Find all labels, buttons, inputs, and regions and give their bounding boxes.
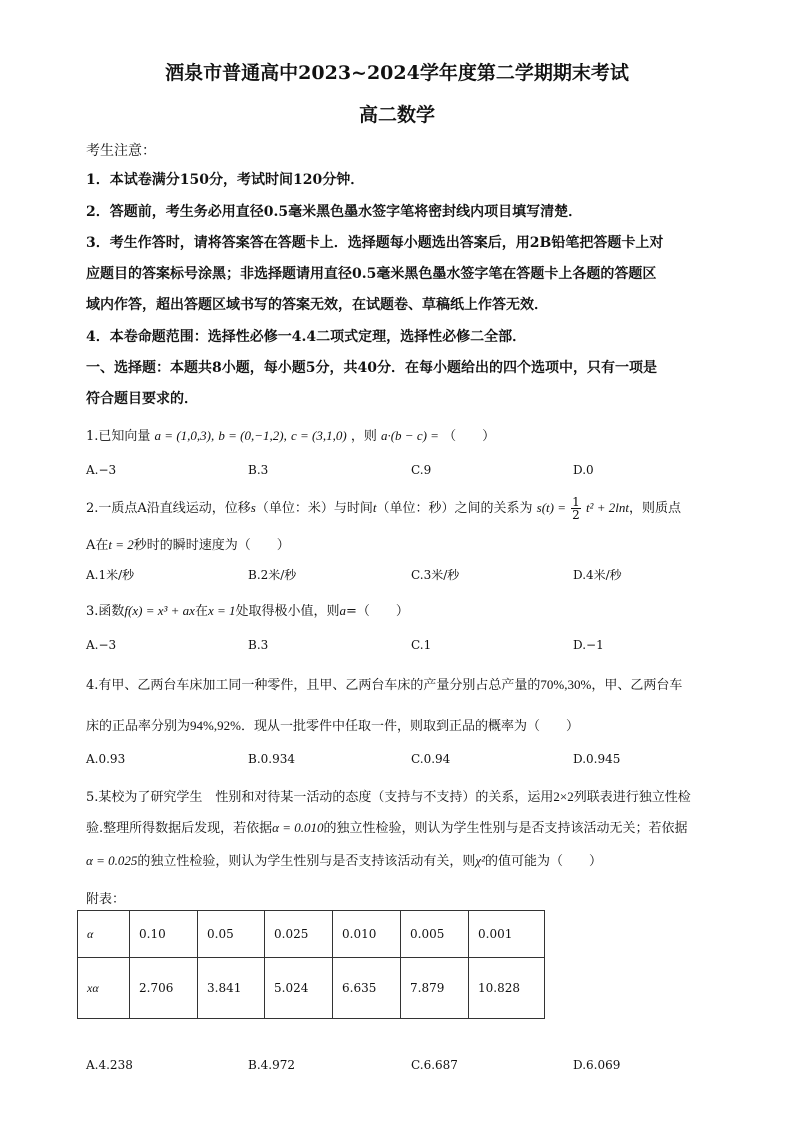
question-4-cont (86, 715, 579, 734)
q4-option-a: A.0.93 (86, 752, 126, 766)
q2-line2-pre: A在 (86, 538, 109, 553)
q5-option-a: A.4.238 (86, 1058, 133, 1072)
table-cell: 3.841 (198, 958, 265, 1019)
question-4 (86, 674, 682, 693)
q4-text-3: 床的正品率分别为 (86, 719, 191, 734)
table-cell: 10.828 (469, 958, 545, 1019)
notice-heading: 考生注意： (86, 143, 156, 159)
q1-expression: a·(b − c) = (380, 428, 439, 443)
q2-formula-left: s(t) = (536, 500, 567, 515)
attach-label: 附表： (86, 892, 126, 907)
q5-option-d: D.6.069 (573, 1058, 621, 1072)
question-2-cont (86, 534, 290, 553)
q2-option-a: A.1米/秒 (86, 568, 135, 582)
q2-var-s: s (250, 500, 256, 515)
notice-item-3: 3．考生作答时，请将答案答在答题卡上．选择题每小题选出答案后，用2B铅笔把答题卡上对 (86, 235, 664, 251)
q2-option-c: C.3米/秒 (411, 568, 460, 582)
q1-paren: （ ） (443, 429, 496, 444)
q5-chi-square: χ² (475, 853, 485, 868)
q4-percent-1: 70%,30% (540, 677, 592, 692)
q2-formula-right: t² + 2lnt (585, 500, 629, 515)
q1-vector-b: b = (0,−1,2), (218, 428, 287, 443)
table-row (78, 911, 545, 958)
q2-frac-den: 2 (572, 508, 580, 522)
q3-option-d: D.−1 (573, 638, 604, 652)
q3-text-2: 在 (194, 604, 208, 619)
q2-line2-post: 秒时的瞬时速度为（ ） (133, 538, 290, 553)
q3-point: x = 1 (207, 603, 236, 618)
question-3 (86, 600, 409, 619)
q3-option-a: A.−3 (86, 638, 117, 652)
table-row (78, 958, 545, 1019)
q2-text-4: ，则质点 (628, 501, 681, 516)
table-cell: 2.706 (130, 958, 198, 1019)
q4-option-b: B.0.934 (248, 752, 295, 766)
q5-alpha-2: α = 0.025 (86, 853, 138, 868)
exam-title: 酒泉市普通高中2023~2024学年度第二学期期末考试 (165, 62, 629, 84)
table-cell: 0.001 (469, 911, 545, 958)
q2-option-b: B.2米/秒 (248, 568, 297, 582)
q5-text-3: 验.整理所得数据后发现，若依据 (86, 821, 273, 836)
notice-item-3-cont: 应题目的答案标号涂黑；非选择题请用直径0.5毫米黑色墨水签字笔在答题卡上各题的答题区 (86, 266, 657, 282)
table-cell: 5.024 (265, 958, 333, 1019)
notice-item-3-cont2: 域内作答，超出答题区域书写的答案无效，在试题卷、草稿纸上作答无效． (86, 297, 548, 313)
table-cell: 0.010 (333, 911, 401, 958)
q2-fraction (571, 496, 581, 521)
q4-option-d: D.0.945 (573, 752, 621, 766)
q3-text-4: =（ ） (346, 604, 409, 619)
q4-text-4: ．现从一批零件中任取一件，则取到正品的概率为（ ） (240, 719, 579, 734)
q3-function: f(x) = x³ + ax (124, 603, 195, 618)
table-cell: 0.05 (198, 911, 265, 958)
q4-text-1: 4.有甲、乙两台车床加工同一种零件，且甲、乙两台车床的产量分别占总产量的 (86, 678, 541, 693)
q5-option-c: C.6.687 (411, 1058, 458, 1072)
q5-text-6: 的值可能为（ ） (485, 854, 603, 869)
q4-text-2: ，甲、乙两台车 (591, 678, 683, 693)
q5-text-2: 列联表进行独立性检 (573, 790, 691, 805)
section-heading-cont: 符合题目要求的． (86, 391, 198, 407)
q3-text-3: 处取得极小值，则 (235, 604, 340, 619)
q2-option-d: D.4米/秒 (573, 568, 622, 582)
q3-option-c: C.1 (411, 638, 432, 652)
q5-text-1: 5.某校为了研究学生 性别和对待某一活动的态度（支持与不支持）的关系，运用 (86, 790, 554, 805)
q1-prefix: 1.已知向量 (86, 429, 151, 444)
q1-option-a: A.−3 (86, 463, 117, 477)
table-cell: xα (78, 958, 130, 1019)
section-heading: 一、选择题：本题共8小题，每小题5分，共40分．在每小题给出的四个选项中，只有一项是 (86, 360, 657, 376)
q3-text-1: 3.函数 (86, 604, 125, 619)
q2-frac-num: 1 (572, 495, 580, 509)
table-cell: 0.005 (401, 911, 469, 958)
exam-subject: 高二数学 (358, 104, 435, 126)
notice-item-2: 2．答题前，考生务必用直径0.5毫米黑色墨水签字笔将密封线内项目填写清楚． (86, 204, 583, 220)
q1-vector-a: a = (1,0,3), (154, 428, 215, 443)
q5-text-5: 的独立性检验，则认为学生性别与是否支持该活动有关，则 (137, 854, 476, 869)
q5-alpha-1: α = 0.010 (272, 820, 324, 835)
q1-option-d: D.0 (573, 463, 594, 477)
table-cell: 7.879 (401, 958, 469, 1019)
q1-middle: ，则 (350, 429, 377, 444)
question-5 (86, 786, 691, 805)
q2-text-2: （单位：米）与时间 (255, 501, 373, 516)
q5-option-b: B.4.972 (248, 1058, 295, 1072)
question-5-cont (86, 817, 688, 836)
q3-option-b: B.3 (248, 638, 269, 652)
table-cell: α (78, 911, 130, 958)
question-2 (86, 496, 681, 521)
q3-var-a: a (339, 603, 347, 618)
q1-vector-c: c = (3,1,0) (290, 428, 347, 443)
q1-option-c: C.9 (411, 463, 432, 477)
q2-text-1: 2.一质点A沿直线运动，位移 (86, 501, 251, 516)
q2-var-t: t (372, 500, 377, 515)
question-1 (86, 425, 495, 444)
q5-table-size: 2×2 (553, 789, 574, 804)
table-cell: 6.635 (333, 958, 401, 1019)
q2-text-3: （单位：秒）之间的关系为 (376, 501, 533, 516)
table-cell: 0.10 (130, 911, 198, 958)
notice-item-1: 1．本试卷满分150分，考试时间120分钟． (86, 172, 365, 188)
q5-text-4: 的独立性检验，则认为学生性别与是否支持该活动无关；若依据 (323, 821, 688, 836)
table-cell: 0.025 (265, 911, 333, 958)
question-5-cont2 (86, 850, 602, 869)
q4-percent-2: 94%,92% (190, 718, 241, 733)
notice-item-4: 4．本卷命题范围：选择性必修一4.4二项式定理，选择性必修二全部． (86, 329, 527, 345)
q1-option-b: B.3 (248, 463, 269, 477)
critical-value-table (77, 910, 545, 1019)
q4-option-c: C.0.94 (411, 752, 451, 766)
q2-line2-math: t = 2 (108, 537, 134, 552)
